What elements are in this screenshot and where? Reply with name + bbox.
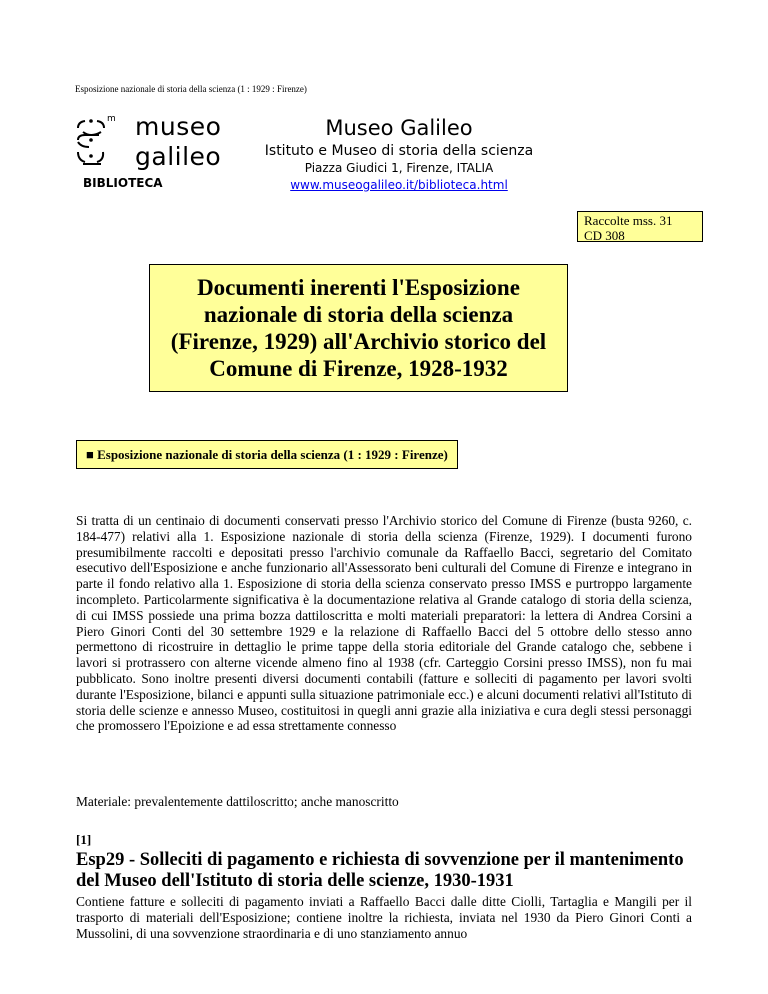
museum-subtitle: Istituto e Museo di storia della scienza bbox=[264, 143, 534, 159]
document-title-box bbox=[149, 264, 568, 392]
museum-address: Piazza Giudici 1, Firenze, ITALIA bbox=[304, 161, 494, 175]
logo-mark-icon bbox=[75, 112, 125, 174]
logo-word-museo: museo bbox=[135, 112, 222, 141]
entry-number: [1] bbox=[76, 832, 92, 847]
abstract-paragraph: Si tratta di un centinaio di documenti conservati presso l'Archivio storico del Comune di Firenze (busta 9260, c. 184-477) relativi alla 1. Esposizione nazionale di storia della scienza (Firenze, 1929). I documenti furono presumibilmente raccolti e depositati presso l'archivio comunale da Raffaello Bacci, segretario del Comitato esecutivo dell'Esposizione e anche funzionario all'Assessorato beni culturali del Comune di Firenze e integrano in parte il fondo relativo alla 1. Esposizione di storia della scienza conservato presso IMSS e purtroppo largamente incompleto. Particolarmente significativa è la documentazione relativa al Grande catalogo di storia della scienza, di cui IMSS possiede una prima bozza dattiloscritta e molti materiali preparatori: la lettera di Andrea Corsini a Piero Ginori Conti del 30 settembre 1929 e la relazione di Raffaello Bacci del 5 ottobre dello stesso anno permettono di ricostruire in dettaglio le prime tappe della storia editoriale del Grande catalogo che, sebbene i lavori si protrassero con alterne vicende almeno fino al 1938 (cfr. Carteggio Corsini presso IMSS), non fu mai pubblicato. Sono inoltre presenti diversi documenti contabili (fatture e solleciti di pagamento per lavori svolti durante l'Esposizione, bilanci e appunti sulla situazione patrimoniale ecc.) e alcuni documenti relativi all'Istituto di storia delle scienze e annesso Museo, costituitosi in quegli anni grazie alla iniziativa e cura degli stessi personaggi che promossero l'Epoizione e ad essa strettamente connesso bbox=[76, 513, 692, 734]
museum-header bbox=[248, 114, 550, 193]
material-note: Materiale: prevalentemente dattiloscritto; anche manoscritto bbox=[76, 794, 399, 809]
museum-url-link[interactable]: www.museogalileo.it/biblioteca.html bbox=[290, 178, 508, 192]
shelfmark-line-2: CD 308 bbox=[584, 228, 625, 243]
document-title: Documenti inerenti l'Esposizione nazionale di storia della scienza (Firenze, 1929) all'Archivio storico del Comune di Firenze, 1928-1932 bbox=[170, 275, 547, 381]
shelfmark-box bbox=[577, 211, 703, 242]
subject-heading: ■ Esposizione nazionale di storia della scienza (1 : 1929 : Firenze) bbox=[86, 447, 448, 462]
svg-text:m: m bbox=[107, 114, 116, 124]
museo-galileo-logo bbox=[75, 112, 225, 192]
subject-heading-box bbox=[76, 440, 458, 469]
running-head: Esposizione nazionale di storia della scienza (1 : 1929 : Firenze) bbox=[75, 84, 307, 94]
museum-name: Museo Galileo bbox=[325, 116, 473, 140]
entry-title: Esp29 - Solleciti di pagamento e richiesta di sovvenzione per il mantenimento del Museo dell'Istituto di storia delle scienze, 1930-1931 bbox=[76, 850, 684, 891]
logo-word-galileo: galileo bbox=[135, 142, 222, 171]
entry-description: Contiene fatture e solleciti di pagamento inviati a Raffaello Bacci dalle ditte Ciolli, Tartaglia e Mangili per il trasporto di materiali dell'Esposizione; contiene inoltre la richiesta, inviata nel 1930 da Piero Ginori Conti a Mussolini, di una sovvenzione straordinaria e di uno stanziamento annuo bbox=[76, 894, 692, 941]
shelfmark-line-1: Raccolte mss. 31 bbox=[584, 213, 673, 228]
logo-biblioteca: BIBLIOTECA bbox=[83, 176, 163, 190]
